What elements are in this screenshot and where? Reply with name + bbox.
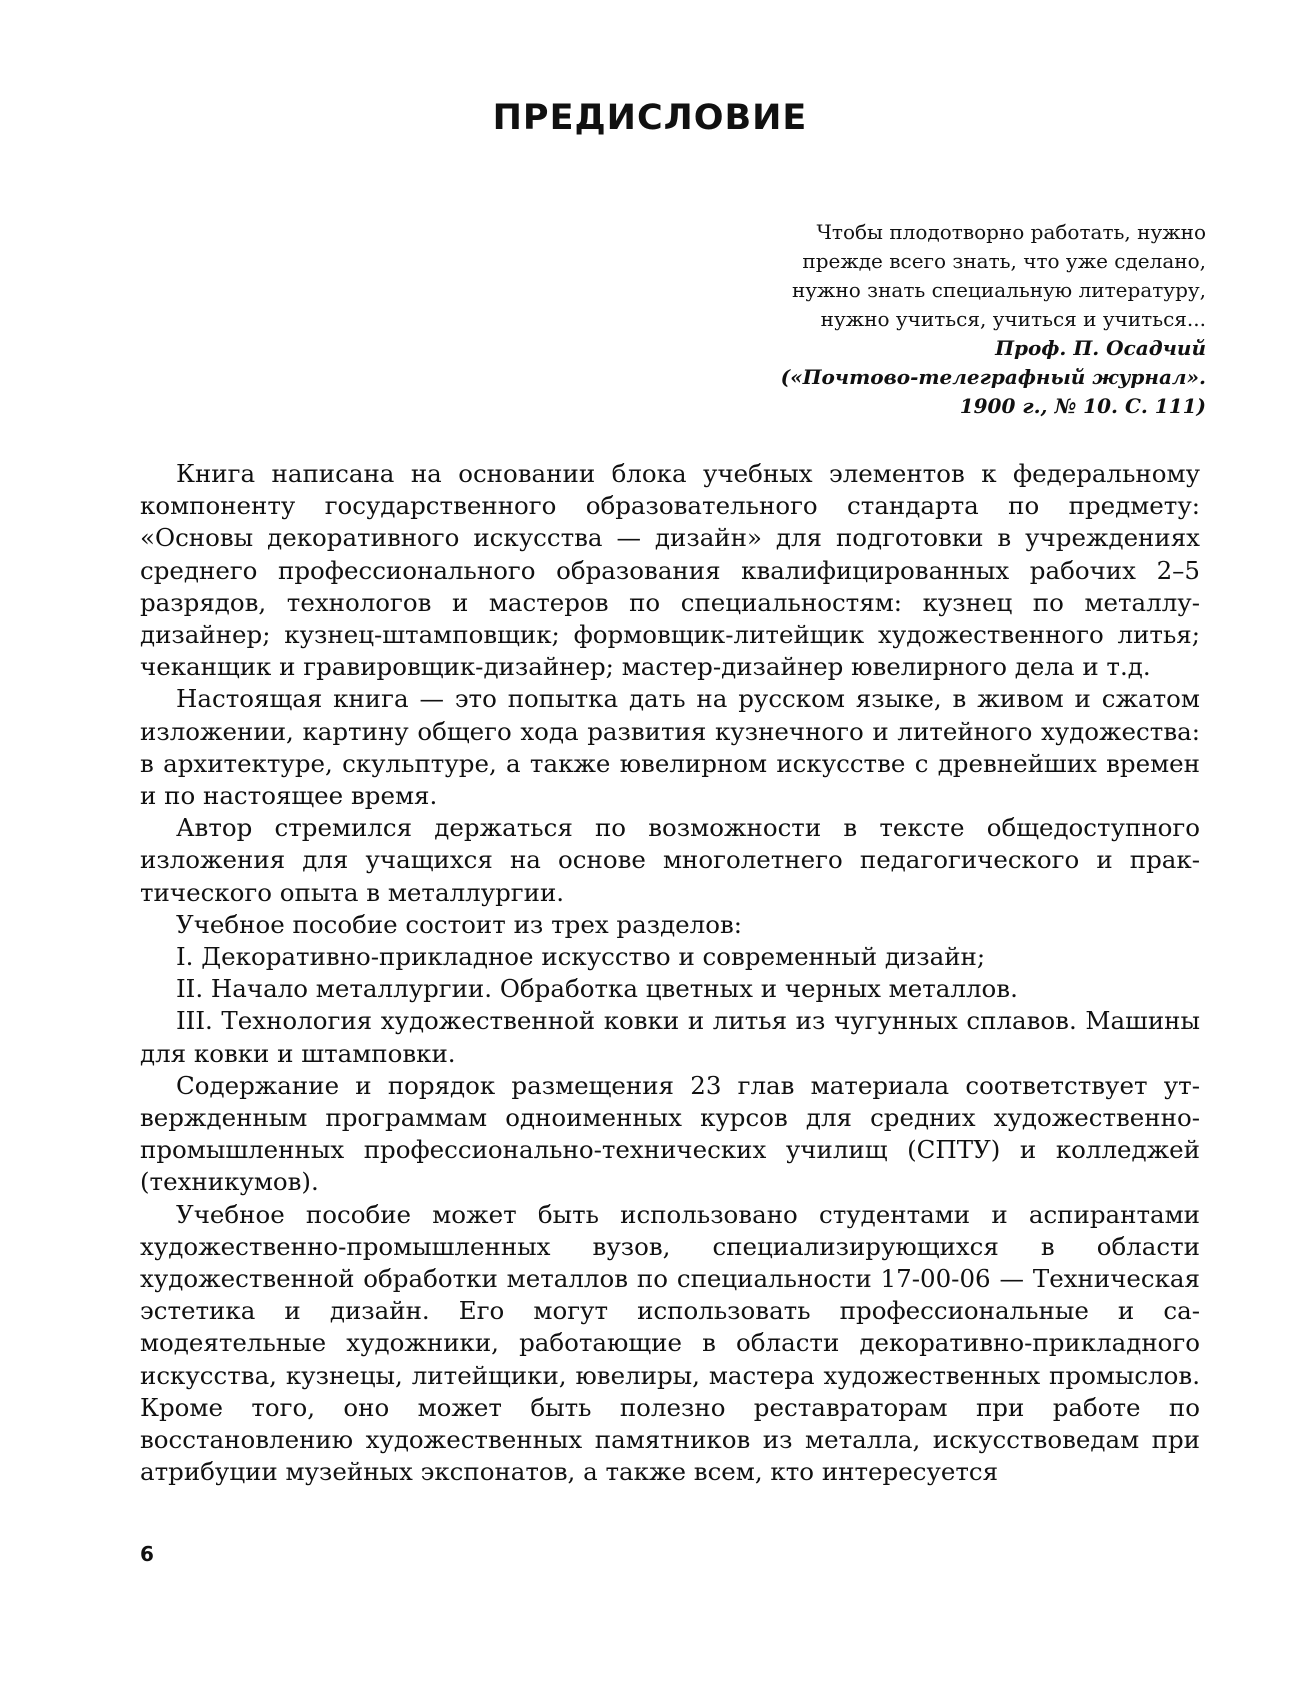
epigraph [646,218,1206,421]
section-list-item: III. Технология художественной ковки и литья из чугунных сплавов. Машины для ковки и штамповки. [140,1006,1200,1068]
paragraph: Содержание и порядок размещения 23 глав материала соответствует утвержденным программам одноименных курсов для средних художественно-промышленных профессионально-технических училищ (СПТУ) и колледжей (техникумов). [140,1070,1200,1197]
epigraph-quote-line: прежде всего знать, что уже сделано, [802,249,1206,273]
paragraph: Учебное пособие состоит из трех разделов: [176,909,743,939]
paragraph: Настоящая книга — это попытка дать на русском языке, в живом и сжатом изложении, картину общего хода развития кузнечного и литейного художества: в архитектуре, скульптуре, а также ювелирном искусстве с древнейших времен и по настоящее время. [140,684,1200,811]
epigraph-author: Проф. П. Осадчий [995,336,1206,360]
section-list-item: II. Начало металлургии. Обработка цветных и черных металлов. [176,974,1018,1004]
epigraph-source: 1900 г., № 10. С. 111) [959,394,1206,418]
paragraph: Книга написана на основании блока учебных элементов к федеральному компоненту государственного образовательного стандарта по предмету: «Основы декоративного искусства — дизайн» для подготовки в учреждениях среднего профессионального образования квалифицированных рабочих 2–5 разрядов, технологов и мастеров по специальностям: кузнец по металлу-дизайнер; кузнец-штамповщик; формовщик-литейщик художественного литья; чеканщик и гравировщик-дизайнер; мастер-дизайнер ювелирного дела и т.д. [140,459,1200,682]
epigraph-quote-line: нужно знать специальную литературу, [791,278,1206,302]
epigraph-quote-line: Чтобы плодотворно работать, нужно [816,220,1206,244]
epigraph-quote-line: нужно учиться, учиться и учиться... [820,307,1206,331]
paragraph: Учебное пособие может быть использовано студентами и аспирантами художественно-промышленных вузов, специализирующихся в области художественной обработки металлов по специальности 17-00-06 — Техническая эстетика и дизайн. Его могут использовать профессиональные и самодеятельные художники, работающие в области декоративно-прикладного искусства, кузнецы, литейщики, ювелиры, мастера художественных промыслов. Кроме того, оно может быть полезно реставраторам при работе по восстановлению художественных памятников из металла, искусствоведам при атрибуции музейных экспонатов, а также всем, кто интересуется [140,1199,1200,1487]
page-number: 6 [140,1542,154,1566]
paragraph: Автор стремился держаться по возможности в тексте общедоступного изложения для учащихся на основе многолетнего педагогического и практического опыта в металлургии. [140,813,1200,907]
body-text [140,458,1200,1489]
epigraph-source: («Почтово-телеграфный журнал». [780,365,1206,389]
section-list-item: I. Декоративно-прикладное искусство и современный дизайн; [176,942,986,972]
page-title: ПРЕДИСЛОВИЕ [492,98,808,138]
